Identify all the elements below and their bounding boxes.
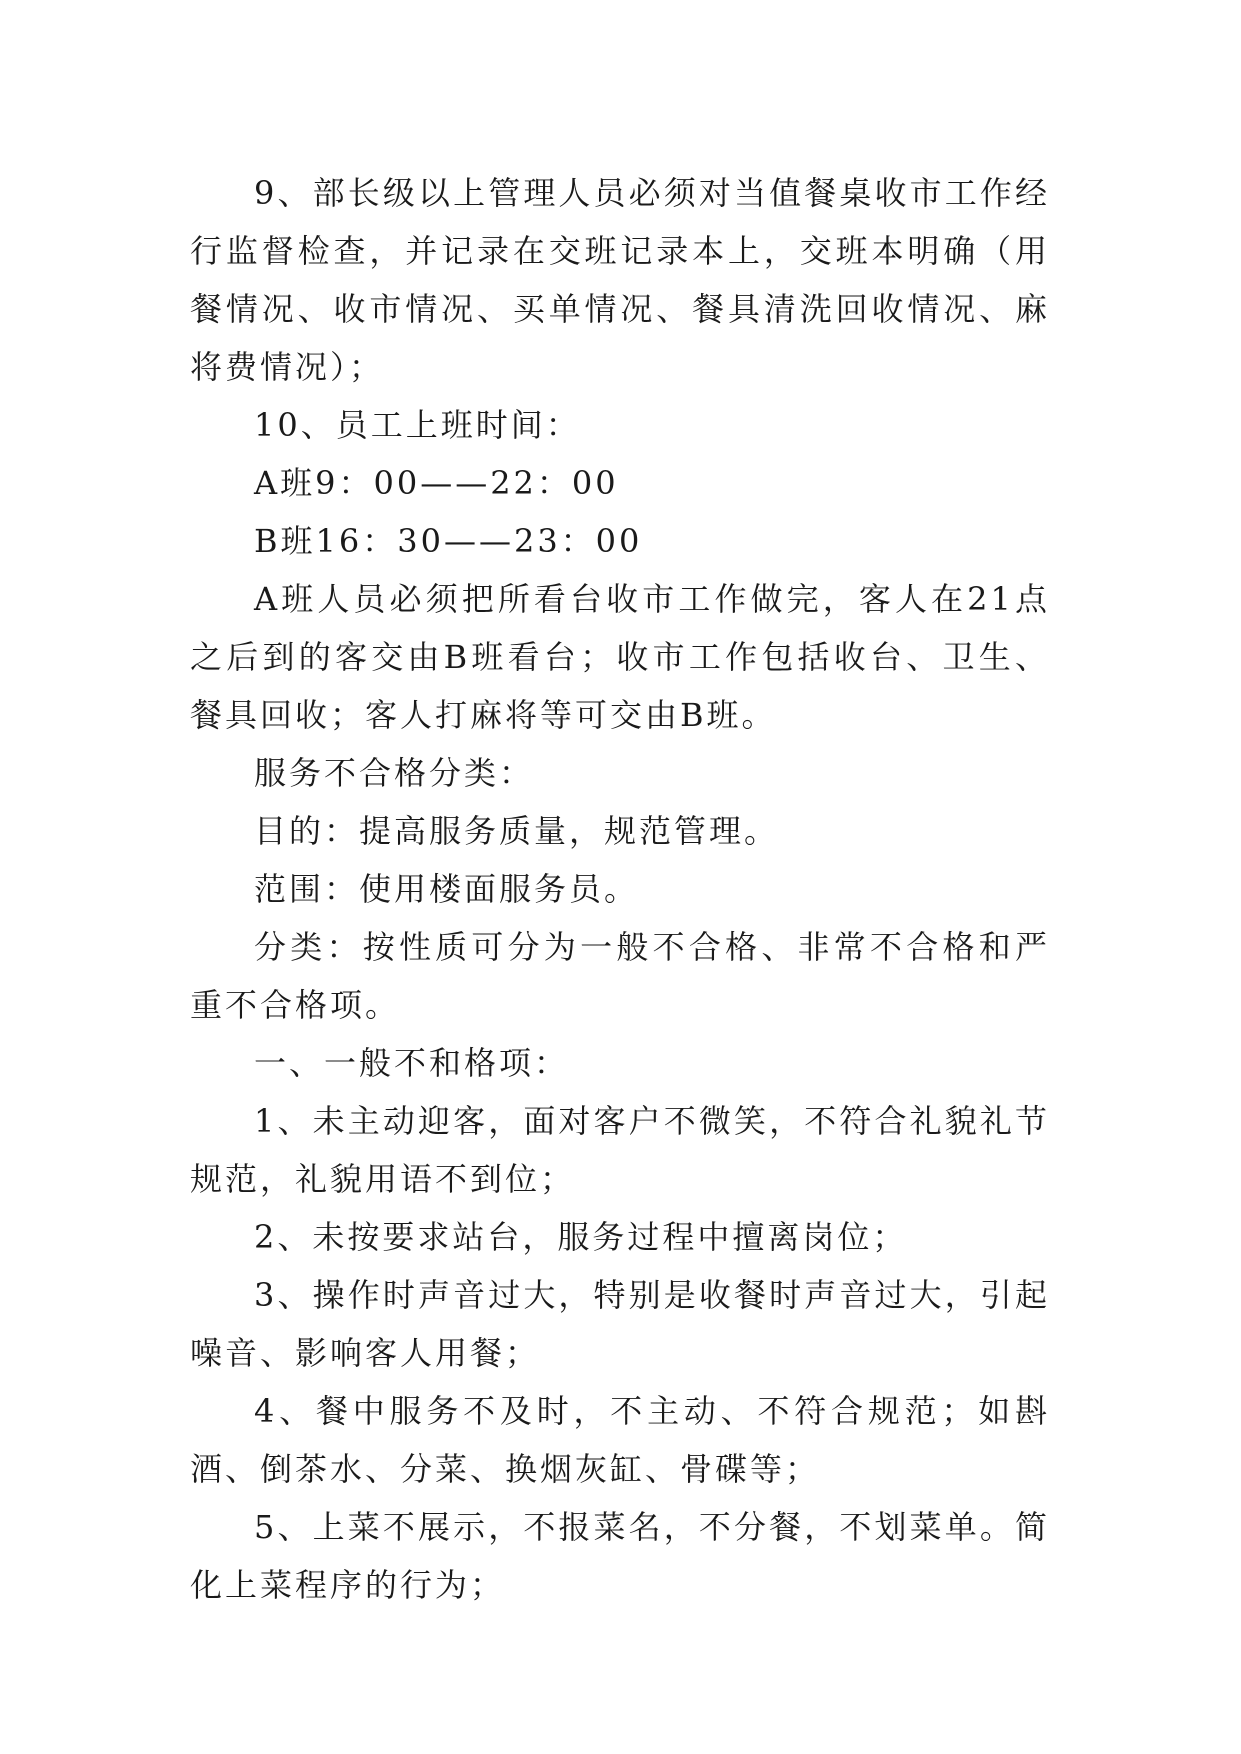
subsection-heading-general: 一、一般不和格项： (254, 1044, 570, 1082)
list-item-3: 3、操作时声音过大，特别是收餐时声音过大，引起噪音、影响客人用餐； (190, 1276, 1050, 1372)
document-body (190, 164, 1050, 1614)
shift-a-time: A班9：00——22：00 (254, 464, 619, 502)
paragraph-item-10-heading: 10、员工上班时间： (254, 406, 581, 444)
paragraph-item-9: 9、部长级以上管理人员必须对当值餐桌收市工作经行监督检查，并记录在交班记录本上，交班本明确（用餐情况、收市情况、买单情况、餐具清洗回收情况、麻将费情况）； (190, 174, 1050, 386)
list-item-1: 1、未主动迎客，面对客户不微笑，不符合礼貌礼节规范，礼貌用语不到位； (190, 1102, 1050, 1198)
shift-b-time: B班16：30——23：00 (254, 522, 643, 560)
list-item-2: 2、未按要求站台，服务过程中擅离岗位； (254, 1218, 908, 1256)
classification-paragraph: 分类：按性质可分为一般不合格、非常不合格和严重不合格项。 (190, 928, 1050, 1024)
list-item-5: 5、上菜不展示，不报菜名，不分餐，不划菜单。简化上菜程序的行为； (190, 1508, 1050, 1604)
shift-handover-paragraph: A班人员必须把所看台收市工作做完，客人在21点之后到的客交由B班看台；收市工作包括收台、卫生、餐具回收；客人打麻将等可交由B班。 (190, 580, 1050, 734)
section-heading-classification: 服务不合格分类： (254, 754, 535, 792)
list-item-4: 4、餐中服务不及时，不主动、不符合规范；如斟酒、倒茶水、分菜、换烟灰缸、骨碟等； (190, 1392, 1050, 1488)
scope-paragraph: 范围：使用楼面服务员。 (254, 870, 640, 908)
purpose-paragraph: 目的：提高服务质量，规范管理。 (254, 812, 780, 850)
